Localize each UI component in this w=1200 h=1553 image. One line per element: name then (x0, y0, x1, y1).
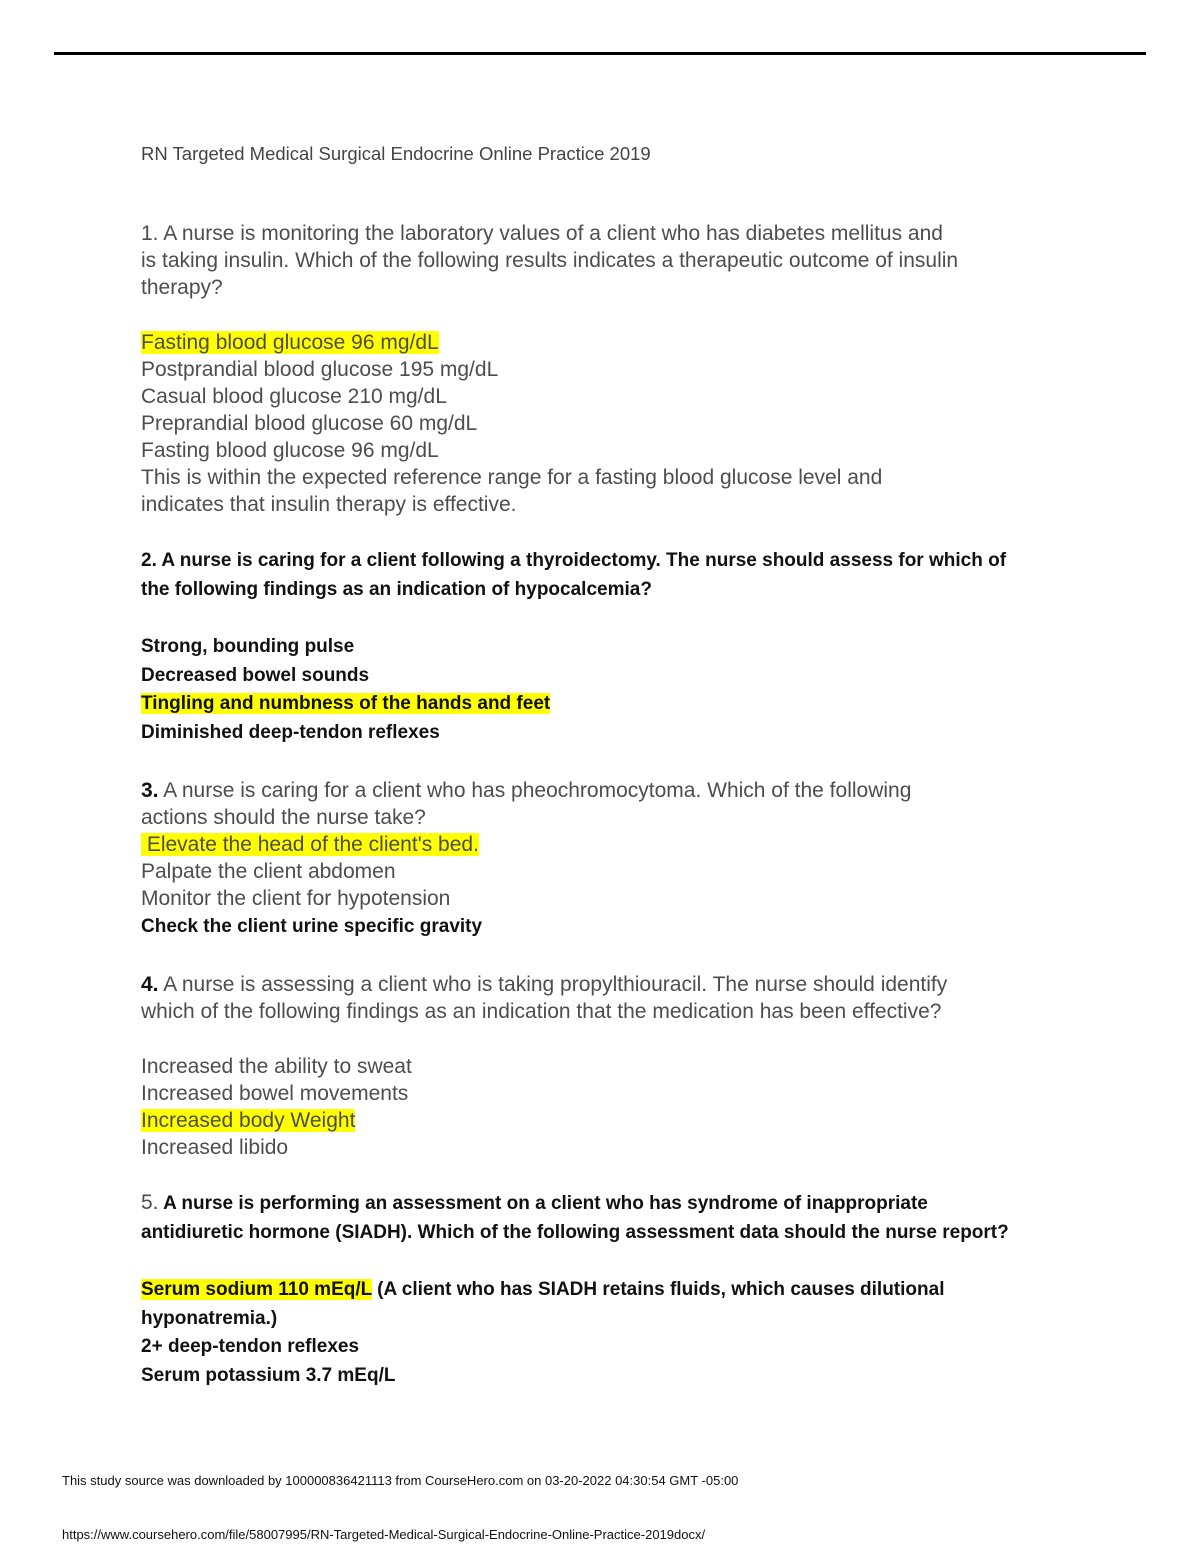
question-2-line: 2. A nurse is caring for a client following a thyroidectomy. The nurse should assess for which of (141, 550, 1007, 571)
source-url-link[interactable]: https://www.coursehero.com/file/58007995/RN-Targeted-Medical-Surgical-Endocrine-Online-Practice-2019docx/ (62, 1527, 706, 1542)
question-5-answer-highlighted: Serum sodium 110 mEq/L (141, 1279, 372, 1300)
question-1-option: Postprandial blood glucose 195 mg/dL (141, 358, 499, 381)
question-5-line: antidiuretic hormone (SIADH). Which of the following assessment data should the nurse report? (141, 1221, 1009, 1243)
question-2-options (141, 633, 1081, 747)
question-2-option: Decreased bowel sounds (141, 664, 370, 686)
question-4-option: Increased the ability to sweat (141, 1055, 412, 1078)
question-4 (141, 971, 1081, 1025)
question-3-option: Palpate the client abdomen (141, 860, 396, 883)
question-1-option: Preprandial blood glucose 60 mg/dL (141, 412, 478, 435)
question-3-line: actions should the nurse take? (141, 806, 426, 829)
question-2-option: Diminished deep-tendon reflexes (141, 721, 440, 743)
question-1-line: 1. A nurse is monitoring the laboratory values of a client who has diabetes mellitus and (141, 222, 943, 245)
question-2-option: Strong, bounding pulse (141, 636, 355, 657)
question-4-option: Increased bowel movements (141, 1082, 409, 1105)
question-1-line: is taking insulin. Which of the following results indicates a therapeutic outcome of insulin (141, 249, 959, 272)
question-3-option: Check the client urine specific gravity (141, 916, 483, 937)
question-5-options (141, 1276, 1081, 1390)
question-3-answer-highlighted: Elevate the head of the client's bed. (141, 833, 479, 856)
question-4-line: A nurse is assessing a client who is taking propylthiouracil. The nurse should identify (158, 973, 948, 996)
question-1-option: Casual blood glucose 210 mg/dL (141, 385, 447, 408)
question-4-answer-highlighted: Increased body Weight (141, 1109, 356, 1132)
download-notice: This study source was downloaded by 100000836421113 from CourseHero.com on 03-20-2022 04:30:54 GMT -05:00 (62, 1473, 739, 1488)
question-5-answer-note: (A client who has SIADH retains fluids, which causes dilutional (371, 1279, 945, 1300)
question-2-answer-highlighted: Tingling and numbness of the hands and feet (141, 693, 551, 714)
question-5 (141, 1189, 1081, 1247)
question-3-number: 3. (141, 779, 159, 802)
top-rule (54, 52, 1146, 55)
question-1-rationale: This is within the expected reference range for a fasting blood glucose level and (141, 466, 883, 489)
question-4-options (141, 1053, 1081, 1161)
question-3-option: Monitor the client for hypotension (141, 887, 451, 910)
question-5-number: 5. (141, 1191, 159, 1214)
question-5-option: Serum potassium 3.7 mEq/L (141, 1364, 396, 1386)
question-1 (141, 220, 1081, 301)
question-4-number: 4. (141, 973, 159, 996)
question-5-line: A nurse is performing an assessment on a client who has syndrome of inappropriate (158, 1193, 928, 1214)
question-4-line: which of the following findings as an indication that the medication has been effective? (141, 1000, 942, 1023)
question-2 (141, 547, 1081, 604)
question-5-option: 2+ deep-tendon reflexes (141, 1336, 360, 1357)
question-1-answer-highlighted: Fasting blood glucose 96 mg/dL (141, 331, 439, 354)
question-2-line: the following findings as an indication of hypocalcemia? (141, 578, 652, 600)
question-1-rationale: indicates that insulin therapy is effective. (141, 493, 517, 516)
question-3 (141, 777, 1081, 912)
question-1-line: therapy? (141, 276, 223, 299)
question-1-options (141, 329, 1081, 518)
question-3-option-bold (141, 913, 1081, 942)
document-title: RN Targeted Medical Surgical Endocrine Online Practice 2019 (141, 143, 651, 164)
question-5-answer-note: hyponatremia.) (141, 1307, 278, 1329)
question-4-option: Increased libido (141, 1136, 289, 1159)
question-1-option: Fasting blood glucose 96 mg/dL (141, 439, 439, 462)
question-3-line: A nurse is caring for a client who has pheochromocytoma. Which of the following (158, 779, 912, 802)
